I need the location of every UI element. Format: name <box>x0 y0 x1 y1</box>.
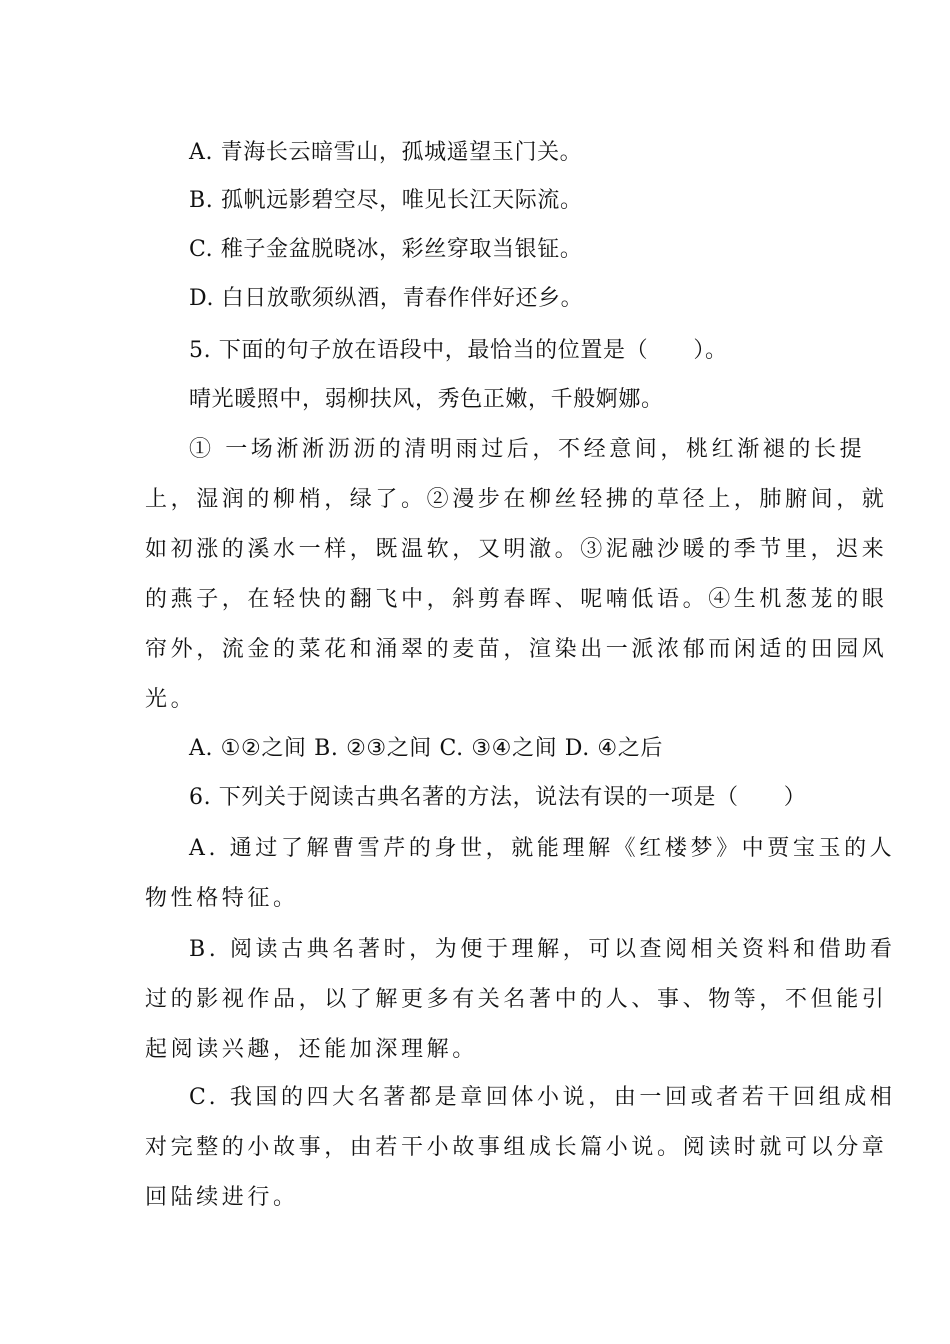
q5-passage-line: 上，湿润的柳梢，绿了。②漫步在柳丝轻拂的草径上，肺腑间，就 <box>145 487 888 512</box>
q5-passage-line: 光。 <box>145 687 197 712</box>
q6-option-c-line: 对完整的小故事，由若干小故事组成长篇小说。阅读时就可以分章 <box>145 1135 888 1160</box>
q5-passage-line: 如初涨的溪水一样，既温软，又明澈。③泥融沙暖的季节里，迟来 <box>145 537 888 562</box>
q6-option-a-line: A. 通过了解曹雪芹的身世，就能理解《红楼梦》中贾宝玉的人 <box>189 836 896 861</box>
q6-option-b-line: 过的影视作品，以了解更多有关名著中的人、事、物等，不但能引 <box>145 987 888 1012</box>
q5-sentence: 晴光暖照中，弱柳扶风，秀色正嫩，千般婀娜。 <box>189 387 664 412</box>
q4-option-c: C. 稚子金盆脱晓冰，彩丝穿取当银钲。 <box>189 237 583 262</box>
q6-option-b-line: 起阅读兴趣，还能加深理解。 <box>145 1037 478 1062</box>
q5-passage-line: ① 一场淅淅沥沥的清明雨过后，不经意间，桃红渐褪的长提 <box>189 437 866 462</box>
q6-option-a-line: 物性格特征。 <box>145 886 299 911</box>
q5-passage-line: 的燕子，在轻快的翻飞中，斜剪春晖、呢喃低语。④生机葱茏的眼 <box>145 587 888 612</box>
q5-stem: 5. 下面的句子放在语段中，最恰当的位置是（ ）。 <box>189 338 728 363</box>
q4-option-b: B. 孤帆远影碧空尽，唯见长江天际流。 <box>189 188 583 213</box>
q4-option-a: A. 青海长云暗雪山，孤城遥望玉门关。 <box>189 140 583 165</box>
q6-option-b-line: B. 阅读古典名著时，为便于理解，可以查阅相关资料和借助看 <box>189 937 896 962</box>
q5-options: A. ①②之间 B. ②③之间 C. ③④之间 D. ④之后 <box>189 736 663 761</box>
q6-option-c-line: 回陆续进行。 <box>145 1185 299 1210</box>
q6-stem: 6. 下列关于阅读古典名著的方法，说法有误的一项是（ ） <box>189 785 807 810</box>
q4-option-d: D. 白日放歌须纵酒，青春作伴好还乡。 <box>189 286 584 311</box>
q6-option-c-line: C. 我国的四大名著都是章回体小说，由一回或者若干回组成相 <box>189 1085 896 1110</box>
q5-passage-line: 帘外，流金的菜花和涌翠的麦苗，渲染出一派浓郁而闲适的田园风 <box>145 637 888 662</box>
